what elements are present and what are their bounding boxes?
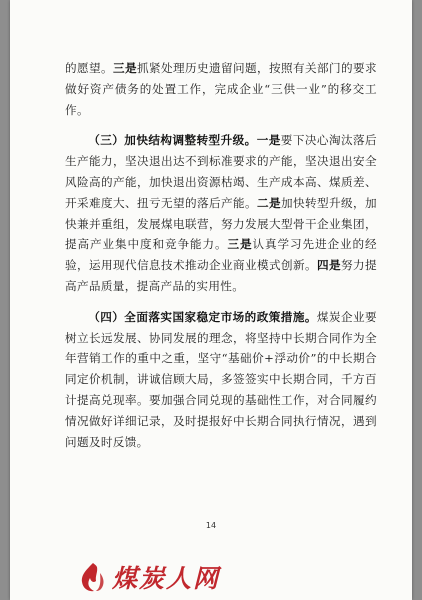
- site-watermark: [78, 560, 268, 594]
- paragraph-1: [65, 58, 377, 120]
- keyword-one: 一是: [256, 133, 281, 148]
- keyword-four: 四是: [317, 258, 342, 273]
- document-page: [10, 0, 412, 600]
- paragraph-3: [65, 307, 377, 453]
- flame-logo-icon: [78, 561, 108, 593]
- paragraph-text: 要下决心淘汰落后生产能力，坚决退出达不到标准要求的产能，坚决退出安全风险高的产能，加快退出资源枯竭、生产成本高、煤质差、开采难度大、扭亏无望的落后产能。: [65, 133, 377, 210]
- paragraph-text: 抓紧处理历史遗留问题，按照有关部门的要求做好资产债务的处置工作，完成企业“三供一业”的移交工作。: [65, 61, 378, 117]
- paragraph-lead: 的愿望。: [65, 61, 114, 75]
- paragraph-text: 认真学习先进企业的经验，运用现代信息技术推动企业商业模式创新。: [65, 237, 377, 273]
- page-number: 14: [205, 521, 217, 530]
- paragraph-text: 煤炭企业要树立长远发展、协同发展的理念，将坚持中长期合同作为全年营销工作的重中之重，坚守“基础价+浮动价”的中长期合同定价机制，讲诚信顾大局，多签签实中长期合同，千方百计提高兑现率。要加强合同兑现的基础性工作，对合同履约情况做好详细记录，及时提报好中长期合同执行情况，遇到问题及时反馈。: [65, 309, 377, 449]
- section-heading-3: （三）加快结构调整转型升级。: [88, 133, 257, 148]
- paragraph-2: [65, 130, 377, 296]
- section-heading-4: （四）全面落实国家稳定市场的政策措施。: [88, 309, 317, 324]
- watermark-text: 煤炭人网: [112, 564, 221, 593]
- keyword-three: 三是: [227, 237, 253, 252]
- paragraph-text: 加快转型升级，加快兼并重组，发展煤电联营，努力发展大型骨干企业集团，提高产业集中度和竞争能力。: [65, 195, 377, 252]
- body-text: [65, 58, 377, 452]
- keyword-two: 二是: [257, 195, 282, 210]
- keyword-three: 三是: [113, 61, 138, 75]
- paragraph-text: 努力提高产品质量，提高产品的实用性。: [65, 258, 377, 293]
